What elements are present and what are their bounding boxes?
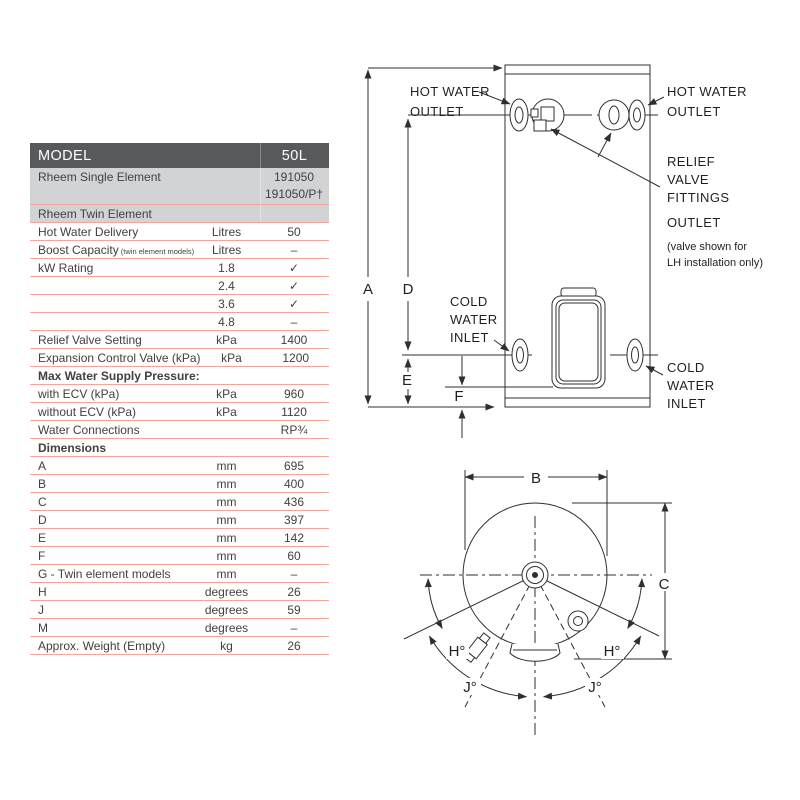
relief-label3: FITTINGS <box>667 190 730 205</box>
row-label: kW Rating <box>38 260 94 275</box>
hot-water-outlet-right-label2: OUTLET <box>667 104 721 119</box>
relief-valve-body <box>541 107 554 121</box>
dim-f-label: F <box>454 388 464 405</box>
row-label: Hot Water Delivery <box>38 224 139 239</box>
row-unit: mm <box>216 494 237 509</box>
side-fitting-outer <box>568 611 588 631</box>
relief-fitting-right <box>599 100 629 130</box>
leader-relief-valve <box>551 129 660 187</box>
row-value: 60 <box>287 548 301 563</box>
relief-label2: VALVE <box>667 172 709 187</box>
cold-water-inlet-fitting-right <box>627 339 643 371</box>
row-unit: mm <box>216 458 237 473</box>
row-label: D <box>38 512 47 527</box>
hot-water-outlet-fitting-right <box>629 100 645 130</box>
row-value: 191050 191050/P† <box>264 170 324 201</box>
row-label: Approx. Weight (Empty) <box>38 638 166 653</box>
row-label: Water Connections <box>38 422 140 437</box>
access-panel-edge <box>510 644 560 661</box>
row-unit: mm <box>216 548 237 563</box>
row-label: F <box>38 548 46 563</box>
row-unit: kg <box>220 638 233 653</box>
row-label: without ECV (kPa) <box>38 404 137 419</box>
row-unit: Litres <box>211 242 242 257</box>
row-value: 26 <box>287 638 301 653</box>
cold-water-inlet-right-label2: WATER <box>667 378 715 393</box>
cold-water-inlet-left-label2: WATER <box>450 312 498 327</box>
row-label: G - Twin element models <box>38 566 171 581</box>
dim-d-label: D <box>402 281 414 298</box>
row-unit: 1.8 <box>218 260 235 275</box>
row-value: – <box>290 242 298 257</box>
dim-b-label: B <box>530 470 542 487</box>
cold-water-inlet-right-label1: COLD <box>667 360 705 375</box>
row-value: ✓ <box>288 260 300 275</box>
row-unit: mm <box>216 512 237 527</box>
cold-water-inlet-fitting-left <box>512 339 528 371</box>
relief-label4: OUTLET <box>667 215 721 230</box>
relief-valve-outlet-stub <box>534 120 546 131</box>
row-label: Expansion Control Valve (kPa) <box>38 350 201 365</box>
row-label: E <box>38 530 47 545</box>
row-unit: degrees <box>204 602 249 617</box>
row-label: H <box>38 584 47 599</box>
valve-note-line1: (valve shown for <box>667 241 748 253</box>
row-value: – <box>290 314 298 329</box>
row-label: J <box>38 602 44 617</box>
row-label: M <box>38 620 48 635</box>
row-value: 397 <box>283 512 305 527</box>
row-value: 1400 <box>280 332 308 347</box>
row-unit: kPa <box>216 404 237 419</box>
cold-water-inlet-right-label3: INLET <box>667 396 706 411</box>
hot-water-outlet-fitting-left <box>510 99 528 131</box>
row-value: 1200 <box>282 350 310 365</box>
row-value: 960 <box>283 386 305 401</box>
row-value: 400 <box>283 476 305 491</box>
row-label: with ECV (kPa) <box>38 386 120 401</box>
angle-j-right-label: J° <box>588 679 602 696</box>
top-view <box>404 468 675 737</box>
row-label: Rheem Single Element <box>38 170 161 184</box>
row-unit: kPa <box>216 386 237 401</box>
angle-h-arc-right <box>628 579 642 629</box>
leader-cold-inlet-right <box>646 366 663 375</box>
access-panel <box>552 296 605 388</box>
angle-h-left-label: H° <box>448 643 466 660</box>
row-label: A <box>38 458 47 473</box>
row-value: RP¾ <box>280 422 308 437</box>
row-value: – <box>290 566 298 581</box>
row-label: Rheem Twin Element <box>38 206 152 221</box>
row-label: Boost Capacity (twin element models) <box>38 242 195 257</box>
row-label: C <box>38 494 47 509</box>
hot-water-outlet-left-label1: HOT WATER <box>410 84 490 99</box>
valve-note-line2: LH installation only) <box>667 257 763 269</box>
angle-j-left-label: J° <box>463 679 477 696</box>
dim-c-label: C <box>658 576 670 593</box>
angle-h-right-label: H° <box>603 643 621 660</box>
leader-cold-inlet-left <box>494 340 509 351</box>
header-size-label: 50L <box>281 147 308 164</box>
row-unit: mm <box>216 476 237 491</box>
row-unit: mm <box>216 566 237 581</box>
center-fitting-dot <box>532 572 538 578</box>
cold-water-inlet-left-label3: INLET <box>450 330 489 345</box>
row-value: ✓ <box>288 296 300 311</box>
dim-a-label: A <box>362 281 374 298</box>
header-model-label: MODEL <box>38 147 92 164</box>
row-value: – <box>290 620 298 635</box>
row-unit: degrees <box>204 620 249 635</box>
row-unit: kPa <box>216 332 237 347</box>
row-value: 50 <box>287 224 301 239</box>
row-unit: 3.6 <box>218 296 235 311</box>
row-unit: Litres <box>211 224 242 239</box>
row-value: 1120 <box>281 404 307 419</box>
row-value: 59 <box>287 602 301 617</box>
relief-label1: RELIEF <box>667 154 715 169</box>
row-label-small: (twin element models) <box>118 246 195 256</box>
row-unit: mm <box>216 530 237 545</box>
row-unit: 2.4 <box>218 278 235 293</box>
row-label: Max Water Supply Pressure: <box>38 368 200 383</box>
row-unit: degrees <box>204 584 249 599</box>
row-unit: kPa <box>221 350 242 365</box>
dim-e-label: E <box>401 372 413 389</box>
hot-water-outlet-right-label1: HOT WATER <box>667 84 747 99</box>
row-label: Relief Valve Setting <box>38 332 142 347</box>
cold-water-inlet-left-label1: COLD <box>450 294 488 309</box>
row-unit: 4.8 <box>218 314 235 329</box>
relief-valve-stub <box>531 109 538 117</box>
leader-relief-fitting-right <box>598 133 611 157</box>
row-value: 26 <box>287 584 301 599</box>
row-value: 436 <box>283 494 305 509</box>
row-value: ✓ <box>288 278 300 293</box>
row-value: 695 <box>283 458 305 473</box>
row-label: B <box>38 476 47 491</box>
row-label: Dimensions <box>38 440 107 455</box>
front-view <box>363 65 763 438</box>
row-value: 142 <box>283 530 305 545</box>
hot-water-outlet-left-label2: OUTLET <box>410 104 464 119</box>
